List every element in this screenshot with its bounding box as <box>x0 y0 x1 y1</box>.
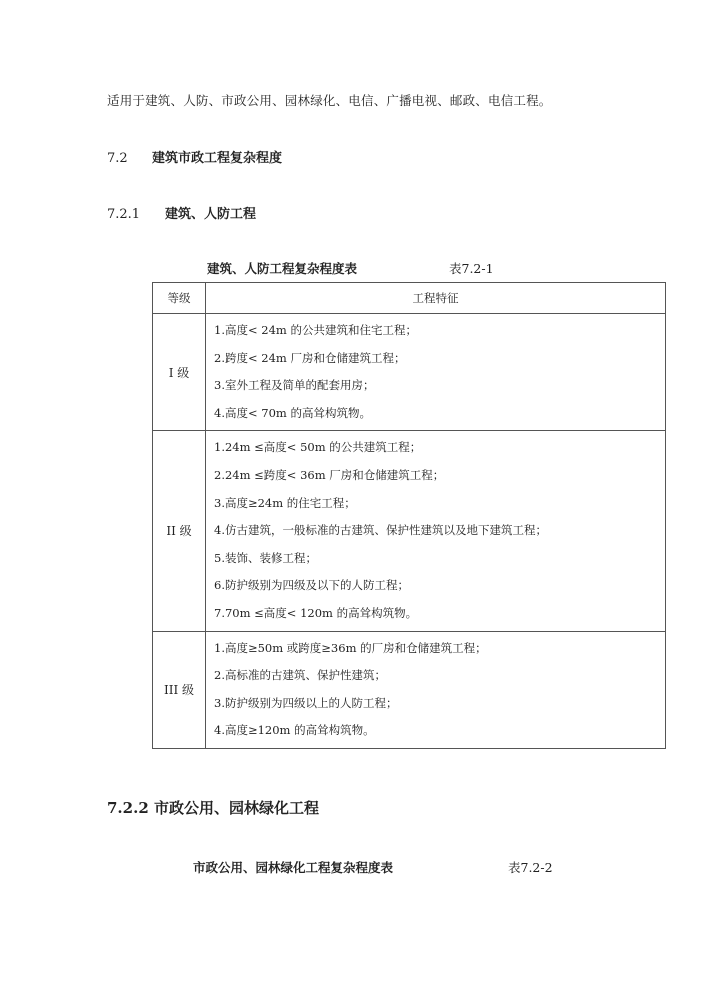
section-number: 7.2 <box>107 151 128 166</box>
feature-item: 2.高标准的古建筑、保护性建筑； <box>214 668 386 683</box>
table-number: 表7.2-2 <box>508 860 553 875</box>
feature-item: 2.24m ≤跨度< 36m 厂房和仓储建筑工程； <box>214 467 445 482</box>
feature-item: 2.跨度< 24m 厂房和仓储建筑工程； <box>214 350 406 365</box>
feature-item: 4.高度< 70m 的高耸构筑物。 <box>214 405 371 420</box>
feature-item: 1.高度< 24m 的公共建筑和住宅工程； <box>214 323 417 337</box>
feature-item: 1.高度≥50m 或跨度≥36m 的厂房和仓储建筑工程； <box>214 640 487 655</box>
table-caption: 建筑、人防工程复杂程度表 <box>207 261 358 276</box>
table-row <box>153 631 666 748</box>
section-heading-7-2 <box>107 147 282 166</box>
header-features: 工程特征 <box>206 283 666 314</box>
table-row <box>153 431 666 631</box>
feature-item: 5.装饰、装修工程； <box>214 550 317 565</box>
features-cell <box>206 631 666 748</box>
feature-item: 1.24m ≤高度< 50m 的公共建筑工程； <box>214 440 422 455</box>
complexity-table <box>152 282 666 749</box>
section-heading-7-2-1 <box>107 203 256 222</box>
level-cell: I 级 <box>153 314 206 431</box>
feature-item: 6.防护级别为四级及以下的人防工程； <box>214 578 409 593</box>
header-level: 等级 <box>153 283 206 314</box>
feature-item: 4.仿古建筑，一般标准的古建筑、保护性建筑以及地下建筑工程； <box>214 523 547 538</box>
feature-item: 3.高度≥24m 的住宅工程； <box>214 495 356 510</box>
feature-item: 3.室外工程及简单的配套用房； <box>214 378 375 393</box>
section-title: 建筑、人防工程 <box>165 207 257 222</box>
section-number: 7.2.1 <box>107 207 141 222</box>
section-heading-7-2-2: 7.2.2 市政公用、园林绿化工程 <box>107 799 319 817</box>
table-number: 表7.2-1 <box>449 261 494 276</box>
section-title: 建筑市政工程复杂程度 <box>152 151 283 166</box>
intro-paragraph: 适用于建筑、人防、市政公用、园林绿化、电信、广播电视、邮政、电信工程。 <box>107 93 552 108</box>
features-cell <box>206 314 666 431</box>
features-cell <box>206 431 666 631</box>
level-cell: III 级 <box>153 631 206 748</box>
table-row <box>153 314 666 431</box>
feature-item: 4.高度≥120m 的高耸构筑物。 <box>214 723 375 738</box>
table-header-row <box>153 283 666 314</box>
table-caption: 市政公用、园林绿化工程复杂程度表 <box>193 860 394 875</box>
level-cell: II 级 <box>153 431 206 631</box>
feature-item: 3.防护级别为四级以上的人防工程； <box>214 695 398 710</box>
feature-item: 7.70m ≤高度< 120m 的高耸构筑物。 <box>214 605 418 620</box>
